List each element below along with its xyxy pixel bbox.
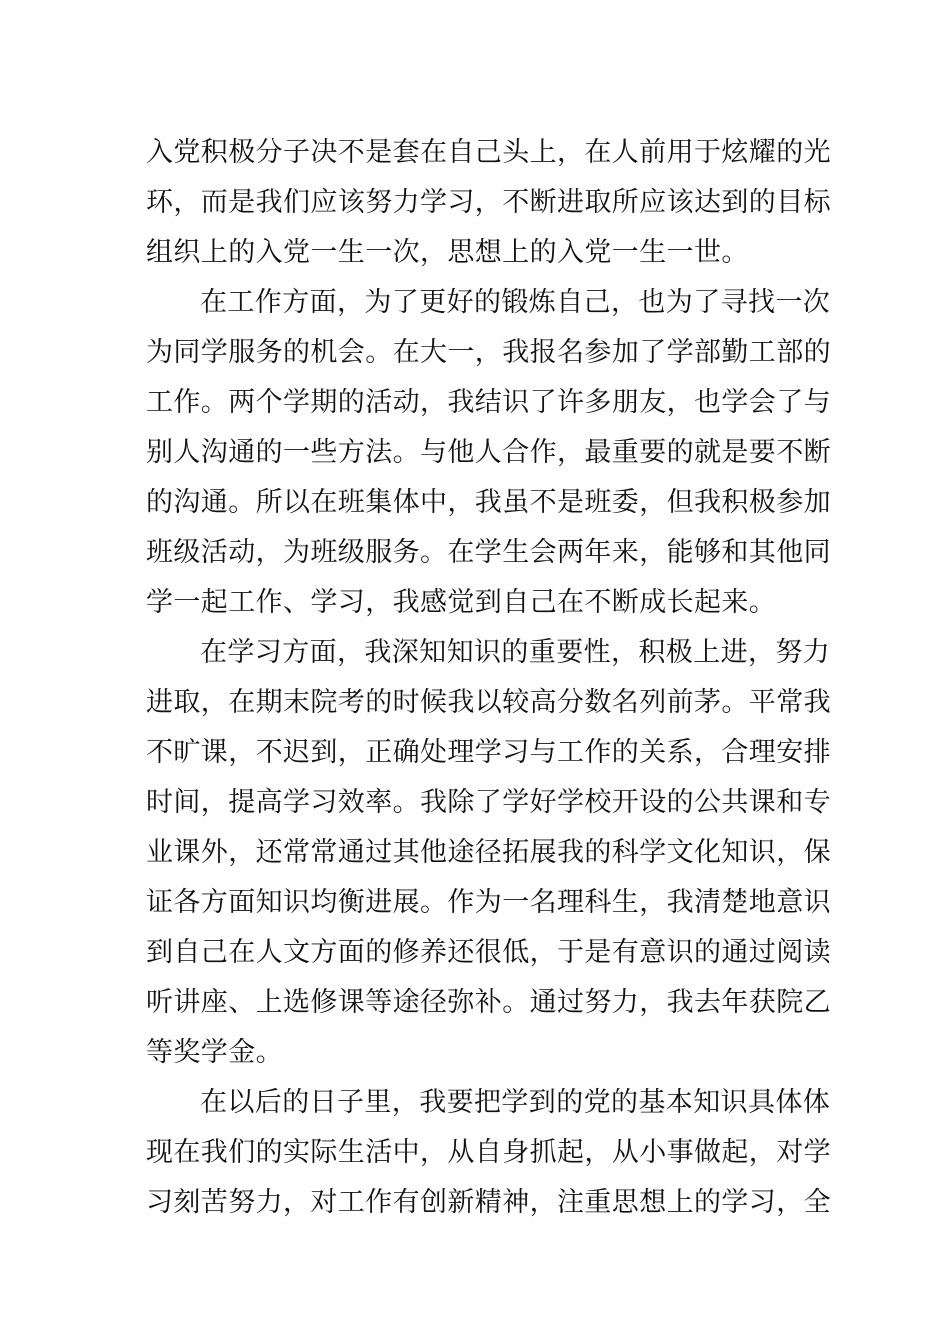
text-line: 听讲座、上选修课等途径弥补。通过努力，我去年获院乙 — [146, 987, 831, 1018]
text-line: 为同学服务的机会。在大一，我报名参加了学部勤工部的 — [146, 337, 831, 368]
text-line: 等奖学金。 — [146, 1037, 283, 1068]
text-line: 别人沟通的一些方法。与他人合作，最重要的就是要不断 — [146, 437, 831, 468]
text-line: 习刻苦努力，对工作有创新精神，注重思想上的学习，全 — [146, 1187, 831, 1218]
text-line-indented: 在学习方面，我深知知识的重要性，积极上进，努力 — [200, 637, 831, 668]
body-text — [146, 128, 831, 1228]
text-line: 学一起工作、学习，我感觉到自己在不断成长起来。 — [146, 587, 777, 618]
text-line-indented: 在工作方面，为了更好的锻炼自己，也为了寻找一次 — [200, 287, 831, 318]
text-line: 证各方面知识均衡进展。作为一名理科生，我清楚地意识 — [146, 887, 831, 918]
text-line: 工作。两个学期的活动，我结识了许多朋友，也学会了与 — [146, 387, 831, 418]
text-line: 班级活动，为班级服务。在学生会两年来，能够和其他同 — [146, 537, 831, 568]
text-line: 现在我们的实际生活中，从自身抓起，从小事做起，对学 — [146, 1137, 831, 1168]
text-line-indented: 在以后的日子里，我要把学到的党的基本知识具体体 — [200, 1087, 831, 1118]
text-line: 的沟通。所以在班集体中，我虽不是班委，但我积极参加 — [146, 487, 831, 518]
text-line: 时间，提高学习效率。我除了学好学校开设的公共课和专 — [146, 787, 831, 818]
text-line: 入党积极分子决不是套在自己头上，在人前用于炫耀的光 — [146, 137, 831, 168]
text-line: 到自己在人文方面的修养还很低，于是有意识的通过阅读 — [146, 937, 831, 968]
text-line: 环，而是我们应该努力学习，不断进取所应该达到的目标 — [146, 187, 831, 218]
text-line: 组织上的入党一生一次，思想上的入党一生一世。 — [146, 237, 749, 268]
text-line: 业课外，还常常通过其他途径拓展我的科学文化知识，保 — [146, 837, 831, 868]
text-line: 进取，在期末院考的时候我以较高分数名列前茅。平常我 — [146, 687, 831, 718]
text-line: 不旷课，不迟到，正确处理学习与工作的关系，合理安排 — [146, 737, 831, 768]
